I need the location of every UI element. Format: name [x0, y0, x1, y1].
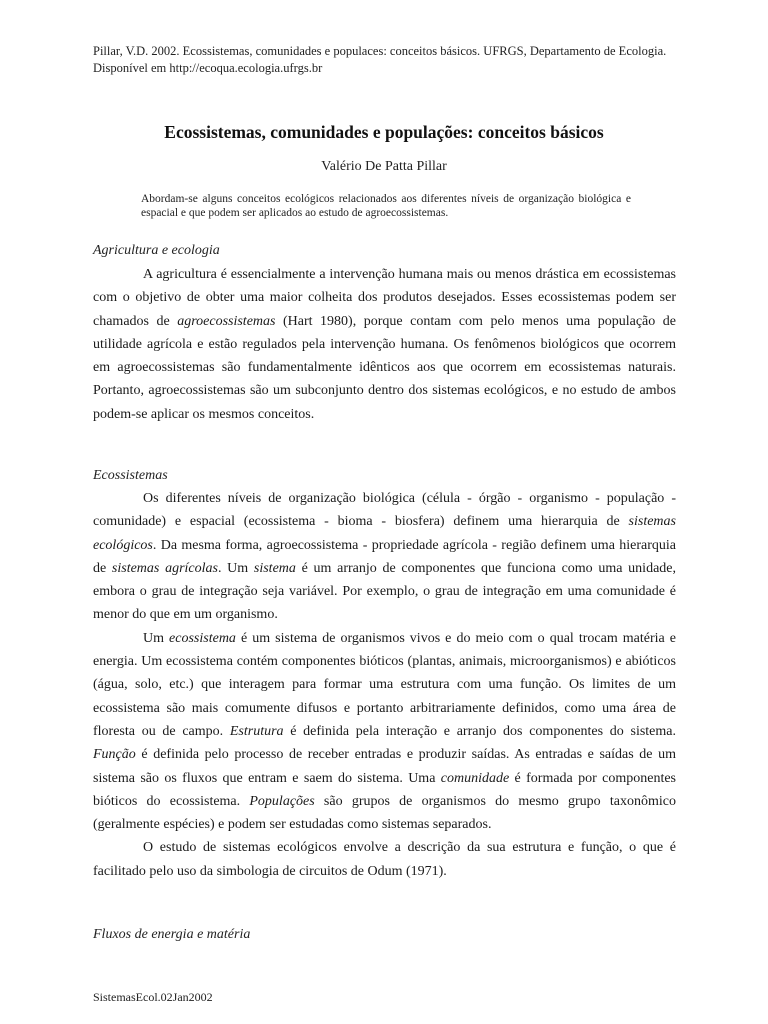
section-body-agricultura: [93, 263, 676, 426]
section-heading-agricultura: Agricultura e ecologia: [93, 243, 220, 258]
section-body-ecossistemas: [93, 487, 676, 883]
page-footer: SistemasEcol.02Jan2002: [93, 990, 213, 1004]
citation: Pillar, V.D. 2002. Ecossistemas, comunidades e populaces: conceitos básicos. UFRGS, Departamento de Ecologia. Disponível em http://ecoqua.ecologia.ufrgs.br: [93, 44, 667, 75]
section-heading-ecossistemas: Ecossistemas: [93, 468, 168, 483]
paragraph: O estudo de sistemas ecológicos envolve a descrição da sua estrutura e função, o que é facilitado pelo uso da simbologia de circuitos de Odum (1971).: [93, 840, 676, 879]
abstract: Abordam-se alguns conceitos ecológicos relacionados aos diferentes níveis de organização biológica e espacial e que podem ser aplicados ao estudo de agroecossistemas.: [141, 193, 631, 219]
section-heading-fluxos: Fluxos de energia e matéria: [93, 927, 251, 942]
paragraph: Um ecossistema é um sistema de organismos vivos e do meio com o qual trocam matéria e energia. Um ecossistema contém componentes bióticos (plantas, animais, microorganismos) e abióticos (água, solo, etc.) que interagem para formar uma estrutura com uma função. Os limites de um ecossistema são mais comumente difusos e portanto arbitrariamente definidos, como uma área de floresta ou de campo. Estrutura é definida pela interação e arranjo dos componentes do sistema. Função é definida pelo processo de receber entradas e produzir saídas. As entradas e saídas de um sistema são os fluxos que entram e saem do sistema. Uma comunidade é formada por componentes bióticos do ecossistema. Populações são grupos de organismos do mesmo grupo taxonômico (geralmente espécies) e podem ser estudadas como sistemas separados.: [93, 630, 677, 833]
paragraph: Os diferentes níveis de organização biológica (célula - órgão - organismo - população - comunidade) e espacial (ecossistema - bioma - biosfera) definem uma hierarquia de sistemas ecológicos. Da mesma forma, agroecossistema - propriedade agrícola - região definem uma hierarquia de sistemas agrícolas. Um sistema é um arranjo de componentes que funciona como uma unidade, embora o grau de integração seja variável. Por exemplo, o grau de integração em uma comunidade é menor do que em um organismo.: [93, 491, 677, 623]
author: Valério De Patta Pillar: [321, 159, 447, 174]
paragraph: A agricultura é essencialmente a intervenção humana mais ou menos drástica em ecossistemas com o objetivo de obter uma maior colheita dos produtos desejados. Esses ecossistemas podem ser chamados de agroecossistemas (Hart 1980), porque contam com pelo menos uma população de utilidade agrícola e estão regulados pela intervenção humana. Os fenômenos biológicos que ocorrem em agroecossistemas são fundamentalmente idênticos aos que ocorrem em ecossistemas naturais. Portanto, agroecossistemas são um subconjunto dentro dos sistemas ecológicos, e no estudo de ambos podem-se aplicar os mesmos conceitos.: [93, 267, 676, 422]
page-title: Ecossistemas, comunidades e populações: conceitos básicos: [164, 122, 604, 142]
